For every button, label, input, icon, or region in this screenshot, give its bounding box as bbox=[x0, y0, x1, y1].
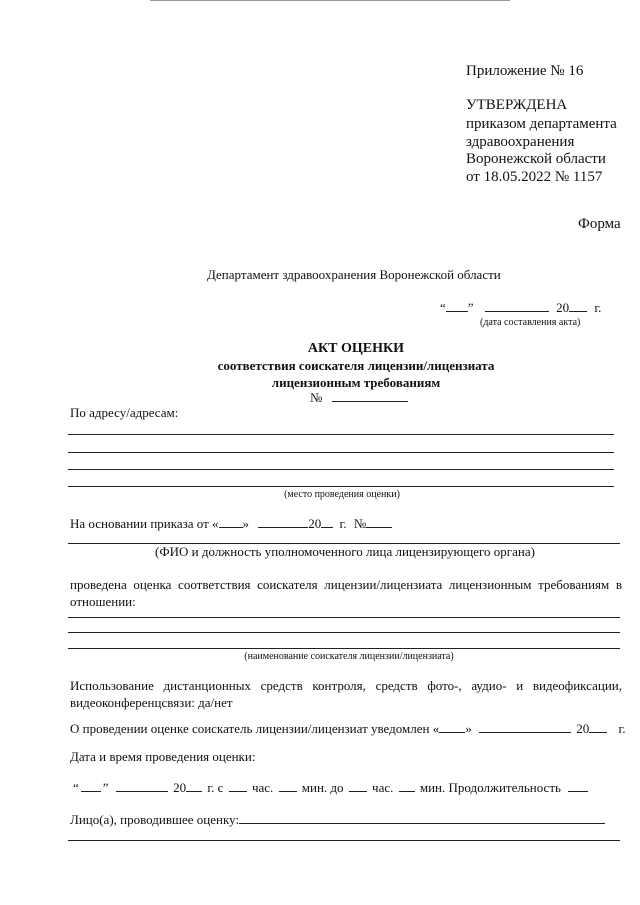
act-title: АКТ ОЦЕНКИ bbox=[307, 341, 405, 356]
dt-min-to-blank[interactable] bbox=[399, 779, 415, 792]
assessment-text: проведена оценка соответствия соискателя лицензии/лицензиата лицензионным требованиям в отношении: bbox=[70, 577, 622, 609]
basis-number-blank[interactable] bbox=[366, 515, 392, 528]
notify-g: г. bbox=[618, 721, 626, 736]
address-label: По адресу/адресам: bbox=[70, 405, 179, 420]
order-line-3: Воронежской области bbox=[466, 151, 606, 167]
day-blank[interactable] bbox=[446, 299, 468, 312]
persons-field bbox=[70, 811, 605, 828]
dt-min-from-blank[interactable] bbox=[279, 779, 297, 792]
applicant-line-3[interactable] bbox=[68, 648, 620, 649]
applicant-line-1[interactable] bbox=[68, 617, 620, 618]
notify-year: 20 bbox=[576, 721, 590, 736]
appendix-number: Приложение № 16 bbox=[466, 63, 584, 79]
basis-month-blank[interactable] bbox=[258, 515, 308, 528]
persons-line-2[interactable] bbox=[68, 840, 620, 841]
quote-close: ” bbox=[467, 300, 474, 315]
basis-year-blank[interactable] bbox=[321, 515, 333, 528]
address-line-2[interactable] bbox=[68, 452, 614, 453]
dt-month-blank[interactable] bbox=[116, 779, 168, 792]
number-label: № bbox=[310, 390, 323, 405]
datetime-label: Дата и время проведения оценки: bbox=[70, 749, 256, 764]
dt-hour-from-blank[interactable] bbox=[229, 779, 247, 792]
act-date-field bbox=[440, 299, 601, 316]
year-blank[interactable] bbox=[569, 299, 587, 312]
dt-day-blank[interactable] bbox=[81, 779, 101, 792]
persons-blank[interactable] bbox=[239, 811, 605, 824]
basis-g: г. bbox=[339, 516, 347, 531]
quote-open: “ bbox=[440, 300, 446, 315]
act-number-blank[interactable] bbox=[332, 389, 408, 402]
notify-day-blank[interactable] bbox=[439, 720, 465, 733]
address-line-3[interactable] bbox=[68, 469, 614, 470]
address-line-1[interactable] bbox=[68, 434, 614, 435]
order-line-1: приказом департамента bbox=[466, 116, 617, 132]
basis-field bbox=[70, 515, 392, 532]
address-line-4[interactable] bbox=[68, 486, 614, 487]
form-label: Форма bbox=[578, 216, 621, 232]
dt-min-to: мин. до bbox=[301, 780, 344, 795]
act-date-caption: (дата составления акта) bbox=[480, 317, 581, 328]
notify-year-blank[interactable] bbox=[589, 720, 607, 733]
year-suffix: г. bbox=[594, 300, 602, 315]
notify-field bbox=[70, 720, 626, 737]
basis-close-quote: » bbox=[242, 516, 250, 531]
dt-hour-to-blank[interactable] bbox=[349, 779, 367, 792]
official-caption: (ФИО и должность уполномоченного лица лицензирующего органа) bbox=[155, 544, 535, 559]
datetime-field bbox=[73, 779, 588, 796]
basis-prefix: На основании приказа от « bbox=[70, 516, 219, 531]
notify-close-quote: » bbox=[465, 721, 472, 736]
basis-day-blank[interactable] bbox=[219, 515, 243, 528]
dt-year-blank[interactable] bbox=[186, 779, 202, 792]
month-blank[interactable] bbox=[485, 299, 549, 312]
dt-quote-open: “ bbox=[73, 780, 79, 795]
approved-label: УТВЕРЖДЕНА bbox=[466, 97, 568, 113]
dt-hour-2: час. bbox=[372, 780, 394, 795]
year-prefix: 20 bbox=[556, 300, 570, 315]
applicant-caption: (наименование соискателя лицензии/лицензиата) bbox=[244, 651, 454, 662]
persons-label: Лицо(а), проводившее оценку: bbox=[70, 812, 240, 827]
notify-month-blank[interactable] bbox=[479, 720, 571, 733]
basis-no: № bbox=[353, 516, 367, 531]
department-name: Департамент здравоохранения Воронежской области bbox=[207, 267, 501, 282]
order-line-2: здравоохранения bbox=[466, 134, 575, 150]
dt-duration-blank[interactable] bbox=[568, 779, 588, 792]
dt-year: 20 bbox=[173, 780, 187, 795]
applicant-line-2[interactable] bbox=[68, 632, 620, 633]
act-number-field bbox=[310, 389, 408, 406]
notify-prefix: О проведении оценке соискатель лицензии/лицензиат уведомлен « bbox=[70, 721, 440, 736]
act-subtitle-2: лицензионным требованиям bbox=[271, 375, 441, 390]
order-line-4: от 18.05.2022 № 1157 bbox=[466, 169, 603, 185]
basis-year: 20 bbox=[308, 516, 322, 531]
address-caption: (место проведения оценки) bbox=[284, 489, 400, 500]
dt-duration: мин. Продолжительность bbox=[419, 780, 561, 795]
dt-g-s: г. с bbox=[207, 780, 224, 795]
dt-quote-close: ” bbox=[102, 780, 109, 795]
scan-edge-line bbox=[150, 0, 510, 1]
act-subtitle-1: соответствия соискателя лицензии/лицензиата bbox=[217, 358, 495, 373]
remote-means-text: Использование дистанционных средств контроля, средств фото-, аудио- и видеофиксации, видеоконференцсвязи: да/нет bbox=[70, 678, 622, 710]
dt-hour-1: час. bbox=[251, 780, 274, 795]
